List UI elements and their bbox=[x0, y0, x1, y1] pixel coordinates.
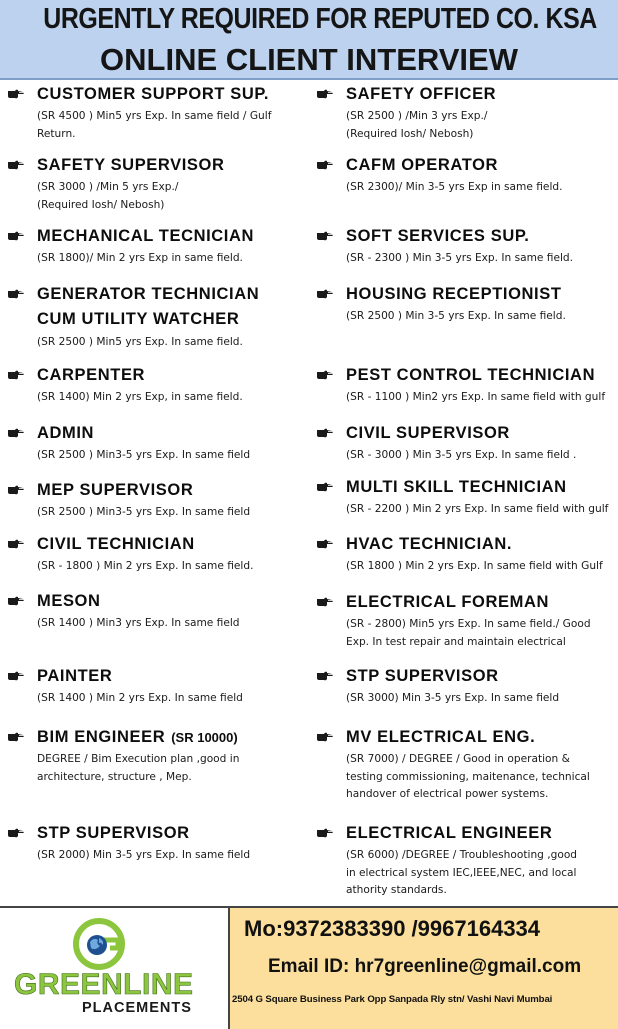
logo-wordmark: GREENLINE bbox=[14, 968, 194, 1001]
job-title: MESON bbox=[37, 592, 101, 610]
job-title: CARPENTER bbox=[37, 366, 146, 384]
job-title: HVAC TECHNICIAN. bbox=[346, 535, 513, 553]
job-listings bbox=[0, 82, 618, 906]
hand-pointing-icon bbox=[316, 369, 334, 381]
job-description: (SR - 2300 ) Min 3-5 yrs Exp. In same field. bbox=[346, 252, 574, 264]
headline-urgently-required: URGENTLY REQUIRED FOR REPUTED CO. KSA bbox=[43, 3, 597, 35]
job-title: STP SUPERVISOR bbox=[37, 824, 190, 842]
hand-pointing-icon bbox=[7, 230, 25, 242]
job-description: testing commissioning, maitenance, technical bbox=[346, 770, 590, 783]
greenline-globe-logo-icon bbox=[66, 918, 132, 970]
hand-pointing-icon bbox=[316, 670, 334, 682]
job-description: (SR 2500 ) Min3-5 yrs Exp. In same field bbox=[37, 506, 251, 518]
contact-address: 2504 G Square Business Park Opp Sanpada Rly stn/ Vashi Navi Mumbai bbox=[232, 994, 553, 1005]
hand-pointing-icon bbox=[316, 288, 334, 300]
job-description: (SR 6000) /DEGREE / Troubleshooting ,good bbox=[346, 849, 578, 861]
hand-pointing-icon bbox=[7, 484, 25, 496]
job-description: (SR - 3000 ) Min 3-5 yrs Exp. In same field . bbox=[346, 449, 577, 461]
company-logo bbox=[0, 906, 228, 1029]
hand-pointing-icon bbox=[316, 88, 334, 100]
job-description: (SR 1400 ) Min 2 yrs Exp. In same field bbox=[37, 692, 243, 704]
job-description: (SR 2500 ) Min 3-5 yrs Exp. In same field. bbox=[346, 310, 566, 322]
job-title: SOFT SERVICES SUP. bbox=[346, 227, 530, 245]
job-description: (SR 1400 ) Min3 yrs Exp. In same field bbox=[37, 617, 240, 629]
hand-pointing-icon bbox=[316, 538, 334, 550]
contact-phone[interactable]: Mo:9372383390 /9967164334 bbox=[244, 916, 541, 941]
hand-pointing-icon bbox=[7, 369, 25, 381]
job-title: CIVIL TECHNICIAN bbox=[37, 535, 195, 553]
job-description: architecture, structure , Mep. bbox=[37, 770, 192, 783]
hand-pointing-icon bbox=[7, 670, 25, 682]
contact-box bbox=[228, 906, 618, 1029]
job-description: (SR 1800 ) Min 2 yrs Exp. In same field with Gulf bbox=[346, 560, 603, 572]
hand-pointing-icon bbox=[7, 427, 25, 439]
hand-pointing-icon bbox=[7, 538, 25, 550]
hand-pointing-icon bbox=[316, 230, 334, 242]
headline-online-interview: ONLINE CLIENT INTERVIEW bbox=[100, 42, 518, 77]
job-title: BIM ENGINEER (SR 10000) bbox=[37, 728, 238, 746]
job-description: (SR 2300)/ Min 3-5 yrs Exp in same field. bbox=[346, 181, 563, 193]
job-description: (SR 2500 ) Min5 yrs Exp. In same field. bbox=[37, 336, 243, 348]
logo-subtitle: PLACEMENTS bbox=[82, 1000, 192, 1016]
job-description: (Required Iosh/ Nebosh) bbox=[37, 198, 165, 211]
hand-pointing-icon bbox=[7, 731, 25, 743]
job-title: ELECTRICAL ENGINEER bbox=[346, 824, 553, 842]
job-description: athority standards. bbox=[346, 884, 447, 896]
job-description: (SR 3000) Min 3-5 yrs Exp. In same field bbox=[346, 692, 560, 704]
job-title: ELECTRICAL FOREMAN bbox=[346, 593, 549, 611]
hand-pointing-icon bbox=[316, 827, 334, 839]
job-description: DEGREE / Bim Execution plan ,good in bbox=[37, 753, 240, 765]
job-title: CUSTOMER SUPPORT SUP. bbox=[37, 85, 270, 103]
job-description: (SR 2500 ) /Min 3 yrs Exp./ bbox=[346, 110, 488, 122]
hand-pointing-icon bbox=[316, 596, 334, 608]
job-title: CAFM OPERATOR bbox=[346, 156, 499, 174]
job-description: (SR 3000 ) /Min 5 yrs Exp./ bbox=[37, 181, 179, 193]
contact-email[interactable]: Email ID: hr7greenline@gmail.com bbox=[268, 956, 582, 977]
job-title: MEP SUPERVISOR bbox=[37, 481, 194, 499]
page-header bbox=[0, 0, 618, 80]
job-title: PEST CONTROL TECHNICIAN bbox=[346, 366, 596, 384]
job-description: (SR - 2200 ) Min 2 yrs Exp. In same field with gulf bbox=[346, 503, 609, 515]
job-description: (SR - 2800) Min5 yrs Exp. In same field./ Good bbox=[346, 618, 591, 630]
job-title: CIVIL SUPERVISOR bbox=[346, 424, 510, 442]
job-title: GENERATOR TECHNICIAN bbox=[37, 285, 260, 303]
hand-pointing-icon bbox=[316, 427, 334, 439]
footer bbox=[0, 906, 618, 1029]
hand-pointing-icon bbox=[7, 595, 25, 607]
job-description: (SR - 1100 ) Min2 yrs Exp. In same field with gulf bbox=[346, 391, 606, 403]
job-description: (Required Iosh/ Nebosh) bbox=[346, 127, 474, 140]
hand-pointing-icon bbox=[316, 159, 334, 171]
job-salary: (SR 10000) bbox=[171, 730, 238, 745]
hand-pointing-icon bbox=[7, 159, 25, 171]
hand-pointing-icon bbox=[7, 88, 25, 100]
job-title: MULTI SKILL TECHNICIAN bbox=[346, 478, 567, 496]
hand-pointing-icon bbox=[316, 481, 334, 493]
hand-pointing-icon bbox=[316, 731, 334, 743]
job-title: STP SUPERVISOR bbox=[346, 667, 499, 685]
job-title: MECHANICAL TECNICIAN bbox=[37, 227, 255, 245]
job-description: (SR 1800)/ Min 2 yrs Exp in same field. bbox=[37, 252, 243, 264]
job-description: Return. bbox=[37, 127, 76, 140]
job-description: (SR 7000) / DEGREE / Good in operation & bbox=[346, 753, 570, 765]
job-title: SAFETY OFFICER bbox=[346, 85, 497, 103]
job-description: Exp. In test repair and maintain electrical bbox=[346, 635, 566, 648]
job-description: in electrical system IEC,IEEE,NEC, and local bbox=[346, 866, 577, 879]
job-title: SAFETY SUPERVISOR bbox=[37, 156, 225, 174]
job-description: (SR 4500 ) Min5 yrs Exp. In same field / Gulf bbox=[37, 110, 272, 122]
job-title-line2: CUM UTILITY WATCHER bbox=[37, 310, 240, 328]
job-title: MV ELECTRICAL ENG. bbox=[346, 728, 536, 746]
job-description: (SR 2500 ) Min3-5 yrs Exp. In same field bbox=[37, 449, 251, 461]
job-title: HOUSING RECEPTIONIST bbox=[346, 285, 562, 303]
job-title: ADMIN bbox=[37, 424, 95, 442]
job-description: (SR - 1800 ) Min 2 yrs Exp. In same field. bbox=[37, 560, 254, 572]
job-description: (SR 2000) Min 3-5 yrs Exp. In same field bbox=[37, 849, 251, 861]
job-title: PAINTER bbox=[37, 667, 113, 685]
hand-pointing-icon bbox=[7, 288, 25, 300]
hand-pointing-icon bbox=[7, 827, 25, 839]
job-description: handover of electrical power systems. bbox=[346, 788, 549, 800]
job-description: (SR 1400) Min 2 yrs Exp, in same field. bbox=[37, 391, 243, 403]
